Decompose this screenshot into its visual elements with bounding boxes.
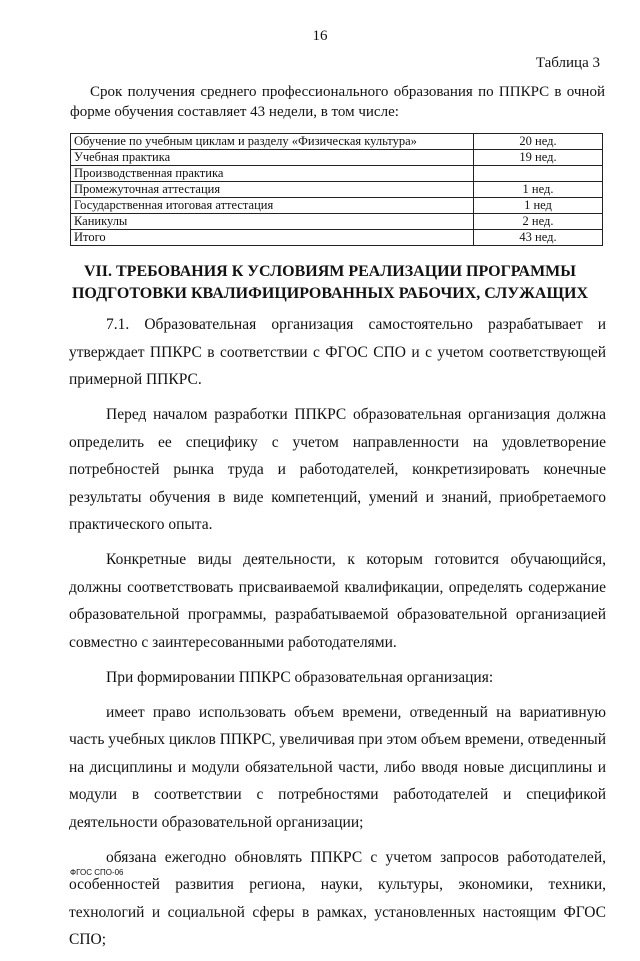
section-heading-line: VII. ТРЕБОВАНИЯ К УСЛОВИЯМ РЕАЛИЗАЦИИ ПРОГРАММЫ — [84, 263, 576, 280]
paragraph: имеет право использовать объем времени, отведенный на вариативную часть учебных циклов ППКРС, увеличивая при этом объем времени, отведенный на дисциплины и модули обязательной части, либо вводя новые дисциплины и модули в соответствии с потребностями работодателей и спецификой деятельности образовательной организации; — [69, 703, 606, 831]
row-label: Каникулы — [71, 214, 474, 230]
row-value: 1 нед. — [474, 182, 603, 198]
row-value: 19 нед. — [474, 150, 603, 166]
section-heading-line: ПОДГОТОВКИ КВАЛИФИЦИРОВАННЫХ РАБОЧИХ, СЛУЖАЩИХ — [71, 285, 589, 302]
table-label: Таблица 3 — [535, 55, 600, 71]
table-row — [71, 166, 603, 182]
row-value: 43 нед. — [474, 230, 603, 246]
row-value: 1 нед — [474, 198, 603, 214]
study-terms-table — [70, 133, 603, 246]
page-number: 16 — [312, 28, 328, 44]
row-label: Производственная практика — [71, 166, 474, 182]
table-intro-text: Срок получения среднего профессионального образования по ППКРС в очной форме обучения составляет 43 недели, в том числе: — [70, 84, 605, 120]
row-value: 2 нед. — [474, 214, 603, 230]
row-label: Государственная итоговая аттестация — [71, 198, 474, 214]
table-row — [71, 230, 603, 246]
paragraph: обязана ежегодно обновлять ППКРС с учетом запросов работодателей, особенностей развития региона, науки, культуры, экономики, техники, технологий и социальной сферы в рамках, установленных настоящим ФГОС СПО; — [69, 848, 606, 948]
row-label: Учебная практика — [71, 150, 474, 166]
section-body — [69, 311, 606, 961]
document-footer: ФГОС СПО-06 — [70, 868, 124, 877]
table-row — [71, 182, 603, 198]
section-heading — [40, 261, 620, 305]
paragraph: Перед началом разработки ППКРС образовательная организация должна определить ее специфику с учетом направленности на удовлетворение потребностей рынка труда и работодателей, конкретизировать конечные результаты обучения в виде компетенций, умений и знаний, приобретаемого практического опыта. — [69, 406, 606, 533]
table-row — [71, 198, 603, 214]
table-row — [71, 150, 603, 166]
paragraph: Конкретные виды деятельности, к которым готовится обучающийся, должны соответствовать присваиваемой квалификации, определять содержание образовательной программы, разрабатываемой образовательной организацией совместно с заинтересованными работодателями. — [69, 551, 606, 651]
paragraph: 7.1. Образовательная организация самостоятельно разрабатывает и утверждает ППКРС в соответствии с ФГОС СПО и с учетом соответствующей примерной ППКРС. — [69, 316, 606, 388]
row-label: Итого — [71, 230, 474, 246]
table-row — [71, 214, 603, 230]
row-label: Обучение по учебным циклам и разделу «Физическая культура» — [71, 134, 474, 150]
row-value — [474, 166, 603, 182]
table-row — [71, 134, 603, 150]
row-label: Промежуточная аттестация — [71, 182, 474, 198]
row-value: 20 нед. — [474, 134, 603, 150]
paragraph: При формировании ППКРС образовательная организация: — [106, 668, 494, 686]
